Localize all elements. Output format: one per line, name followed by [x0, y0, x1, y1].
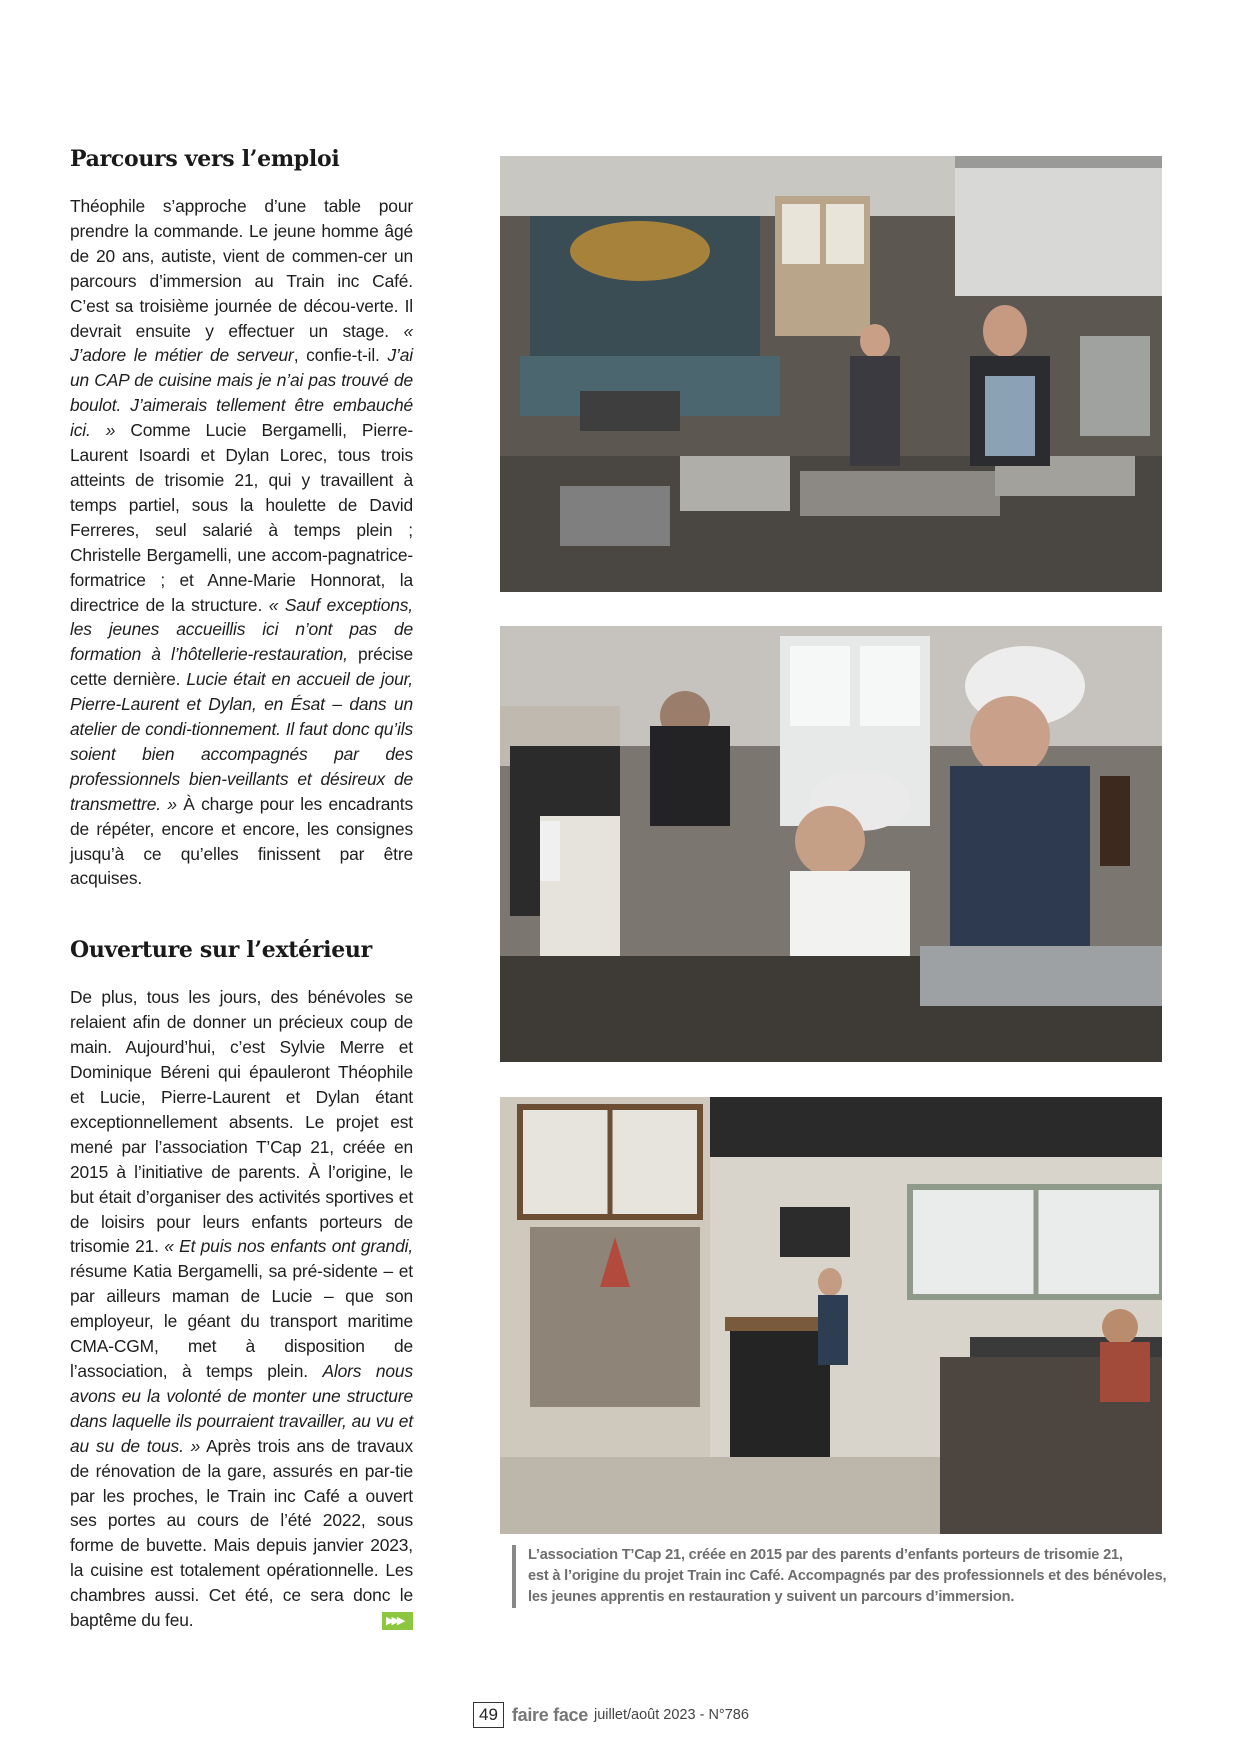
photo-kitchen-drawing [500, 156, 1162, 592]
section-heading-parcours: Parcours vers l’emploi [70, 146, 340, 172]
body-text: résume Katia Bergamelli, sa pré-sidente – et par ailleurs maman de Lucie – que son employeur, le géant du transport maritime CMA-CGM, met à disposition de l’association, à temps plein. [70, 1261, 413, 1381]
body-text: Comme Lucie Bergamelli, Pierre-Laurent Isoardi et Dylan Lorec, tous trois atteints de trisomie 21, qui y travaillent à temps partiel, sous la houlette de David Ferreres, seul salarié à temps plein ; Christelle Bergamelli, une accom-pagnatrice-formatrice ; et Anne-Marie Honnorat, la directrice de la structure. [70, 420, 413, 615]
paragraph-parcours [70, 194, 413, 891]
quote-text: « Et puis nos enfants ont grandi, [164, 1236, 413, 1257]
photo-counter-drawing [500, 626, 1162, 1062]
body-text: De plus, tous les jours, des bénévoles se relaient afin de donner un précieux coup de main. Aujourd’hui, c’est Sylvie Merre et Dominique Béreni qui épauleront Théophile et Lucie, Pierre-Laurent et Dylan étant exceptionnellement absents. Le projet est mené par l’association T’Cap 21, créée en 2015 à l’initiative de parents. À l’origine, le but était d’organiser des activités sportives et de loisirs pour leurs enfants porteurs de trisomie 21. [70, 987, 413, 1257]
magazine-name: faire face [511, 1704, 588, 1725]
page-number: 49 [473, 1702, 504, 1728]
quote-text: Lucie était en accueil de jour, Pierre-Laurent et Dylan, en Ésat – dans un atelier de condi-tionnement. Il faut donc qu’ils soient bien accompagnés par des professionnels bien-veillants et désireux de transmettre. » [70, 669, 413, 814]
body-text: À charge pour les encadrants de répéter, encore et encore, les consignes jusqu’à ce qu’elles finissent par être acquises. [70, 793, 413, 889]
issue-info: juillet/août 2023 - N°786 [593, 1707, 749, 1723]
quote-text: « J’adore le métier de serveur [70, 320, 413, 366]
quote-text: Alors nous avons eu la volonté de monter une structure dans laquelle ils pourraient travailler, au vu et au su de tous. » [70, 1360, 413, 1456]
page-footer [473, 1702, 749, 1728]
body-text: Après trois ans de travaux de rénovation de la gare, assurés en par-tie par les proches, le Train inc Café a ouvert ses portes au cours de l’été 2022, sous forme de buvette. Mais depuis janvier 2023, la cuisine est totalement opérationnelle. Les chambres aussi. Cet été, ce sera donc le baptême du feu. [70, 1435, 413, 1631]
quote-text: « Sauf exceptions, les jeunes accueillis ici n’ont pas de formation à l’hôtellerie-restauration, [70, 594, 413, 665]
paragraph-ouverture [70, 985, 413, 1633]
next-page-arrow-icon: ▶▶▶ [382, 1612, 413, 1630]
body-text: , confie-t-il. [293, 345, 388, 366]
body-text: précise cette dernière. [70, 644, 413, 690]
body-text: Théophile s’approche d’une table pour prendre la commande. Le jeune homme âgé de 20 ans, autiste, vient de commen-cer un parcours d’immersion au Train inc Café. C’est sa troisième journée de décou-verte. Il devrait ensuite y effectuer un stage. [70, 196, 413, 341]
caption-line: est à l’origine du projet Train inc Café. Accompagnés par des professionnels et des bénévoles, [528, 1568, 1167, 1584]
caption-line: les jeunes apprentis en restauration y suivent un parcours d’immersion. [528, 1589, 1015, 1605]
quote-text: J’ai un CAP de cuisine mais je n’ai pas trouvé de boulot. J’aimerais tellement être embauché ici. » [70, 345, 413, 441]
photo-counter [500, 626, 1162, 1062]
photo-kitchen [500, 156, 1162, 592]
photo-dining-room [500, 1097, 1162, 1534]
caption-line: L’association T’Cap 21, créée en 2015 par des parents d’enfants porteurs de trisomie 21, [528, 1547, 1123, 1563]
article-column [70, 146, 413, 1633]
photo-dining-room-drawing [500, 1097, 1162, 1534]
section-heading-ouverture: Ouverture sur l’extérieur [70, 937, 372, 964]
photo-caption [512, 1545, 1178, 1608]
